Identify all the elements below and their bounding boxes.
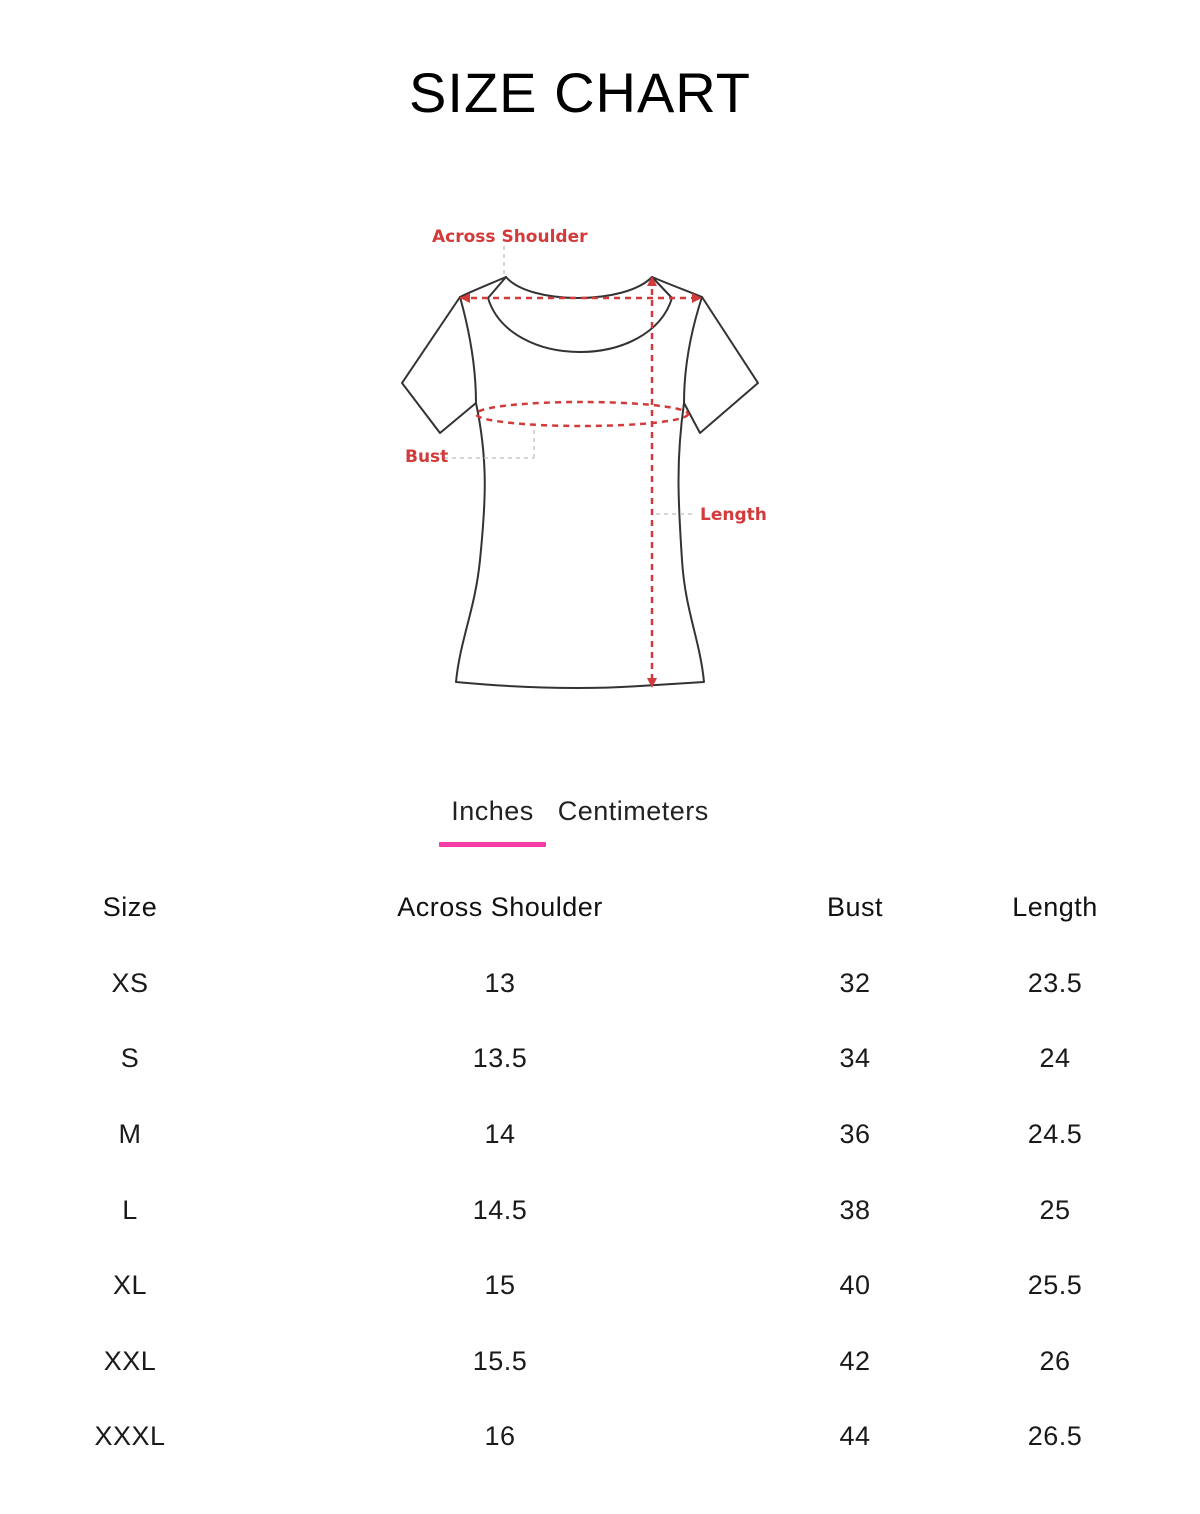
diagram-label-shoulder: Across Shoulder — [432, 227, 588, 247]
tab-inches[interactable]: Inches — [439, 796, 546, 841]
cell-size: XXL — [103, 1345, 157, 1376]
cell-bust: 32 — [839, 967, 871, 998]
cell-length: 25 — [1039, 1194, 1071, 1225]
cell-across-shoulder: 13.5 — [472, 1043, 528, 1074]
cell-bust: 42 — [839, 1345, 871, 1376]
measure-arrows — [460, 276, 702, 688]
cell-bust: 38 — [839, 1194, 871, 1225]
cell-length: 26 — [1039, 1345, 1071, 1376]
cell-bust: 40 — [839, 1270, 871, 1301]
column-header-length: Length — [1012, 892, 1098, 923]
cell-across-shoulder: 15.5 — [472, 1345, 528, 1376]
cell-length: 24 — [1039, 1043, 1071, 1074]
cell-across-shoulder: 13 — [484, 967, 516, 998]
cell-across-shoulder: 14 — [484, 1119, 516, 1150]
cell-length: 25.5 — [1027, 1270, 1083, 1301]
cell-across-shoulder: 15 — [484, 1270, 516, 1301]
cell-across-shoulder: 16 — [484, 1421, 516, 1452]
column-header-size: Size — [102, 892, 158, 923]
table-row — [30, 1399, 1170, 1475]
cell-size: XL — [112, 1270, 148, 1301]
cell-length: 24.5 — [1027, 1119, 1083, 1150]
cell-size: XS — [111, 967, 149, 998]
table-header-row — [30, 870, 1170, 946]
tab-centimeters[interactable]: Centimeters — [557, 796, 709, 826]
table-row — [30, 1021, 1170, 1097]
tshirt-outline — [402, 277, 758, 688]
table-row — [30, 1097, 1170, 1173]
column-header-across-shoulder: Across Shoulder — [397, 892, 603, 923]
measure-lines — [460, 278, 702, 684]
column-header-bust: Bust — [826, 892, 884, 923]
cell-length: 26.5 — [1027, 1421, 1083, 1452]
page-title: SIZE CHART — [409, 61, 751, 124]
unit-tabs — [0, 796, 1160, 841]
cell-bust: 44 — [839, 1421, 871, 1452]
table-row — [30, 1248, 1170, 1324]
cell-length: 23.5 — [1027, 967, 1083, 998]
table-row — [30, 1324, 1170, 1400]
cell-bust: 36 — [839, 1119, 871, 1150]
cell-size: S — [120, 1043, 140, 1074]
table-row — [30, 1172, 1170, 1248]
size-table — [30, 870, 1170, 1475]
diagram-label-length: Length — [700, 505, 767, 525]
cell-across-shoulder: 14.5 — [472, 1194, 528, 1225]
tshirt-measurement-diagram — [380, 200, 800, 720]
diagram-label-bust: Bust — [405, 447, 449, 467]
table-row — [30, 946, 1170, 1022]
cell-size: M — [118, 1119, 142, 1150]
cell-bust: 34 — [839, 1043, 871, 1074]
cell-size: L — [122, 1194, 138, 1225]
cell-size: XXXL — [94, 1421, 166, 1452]
